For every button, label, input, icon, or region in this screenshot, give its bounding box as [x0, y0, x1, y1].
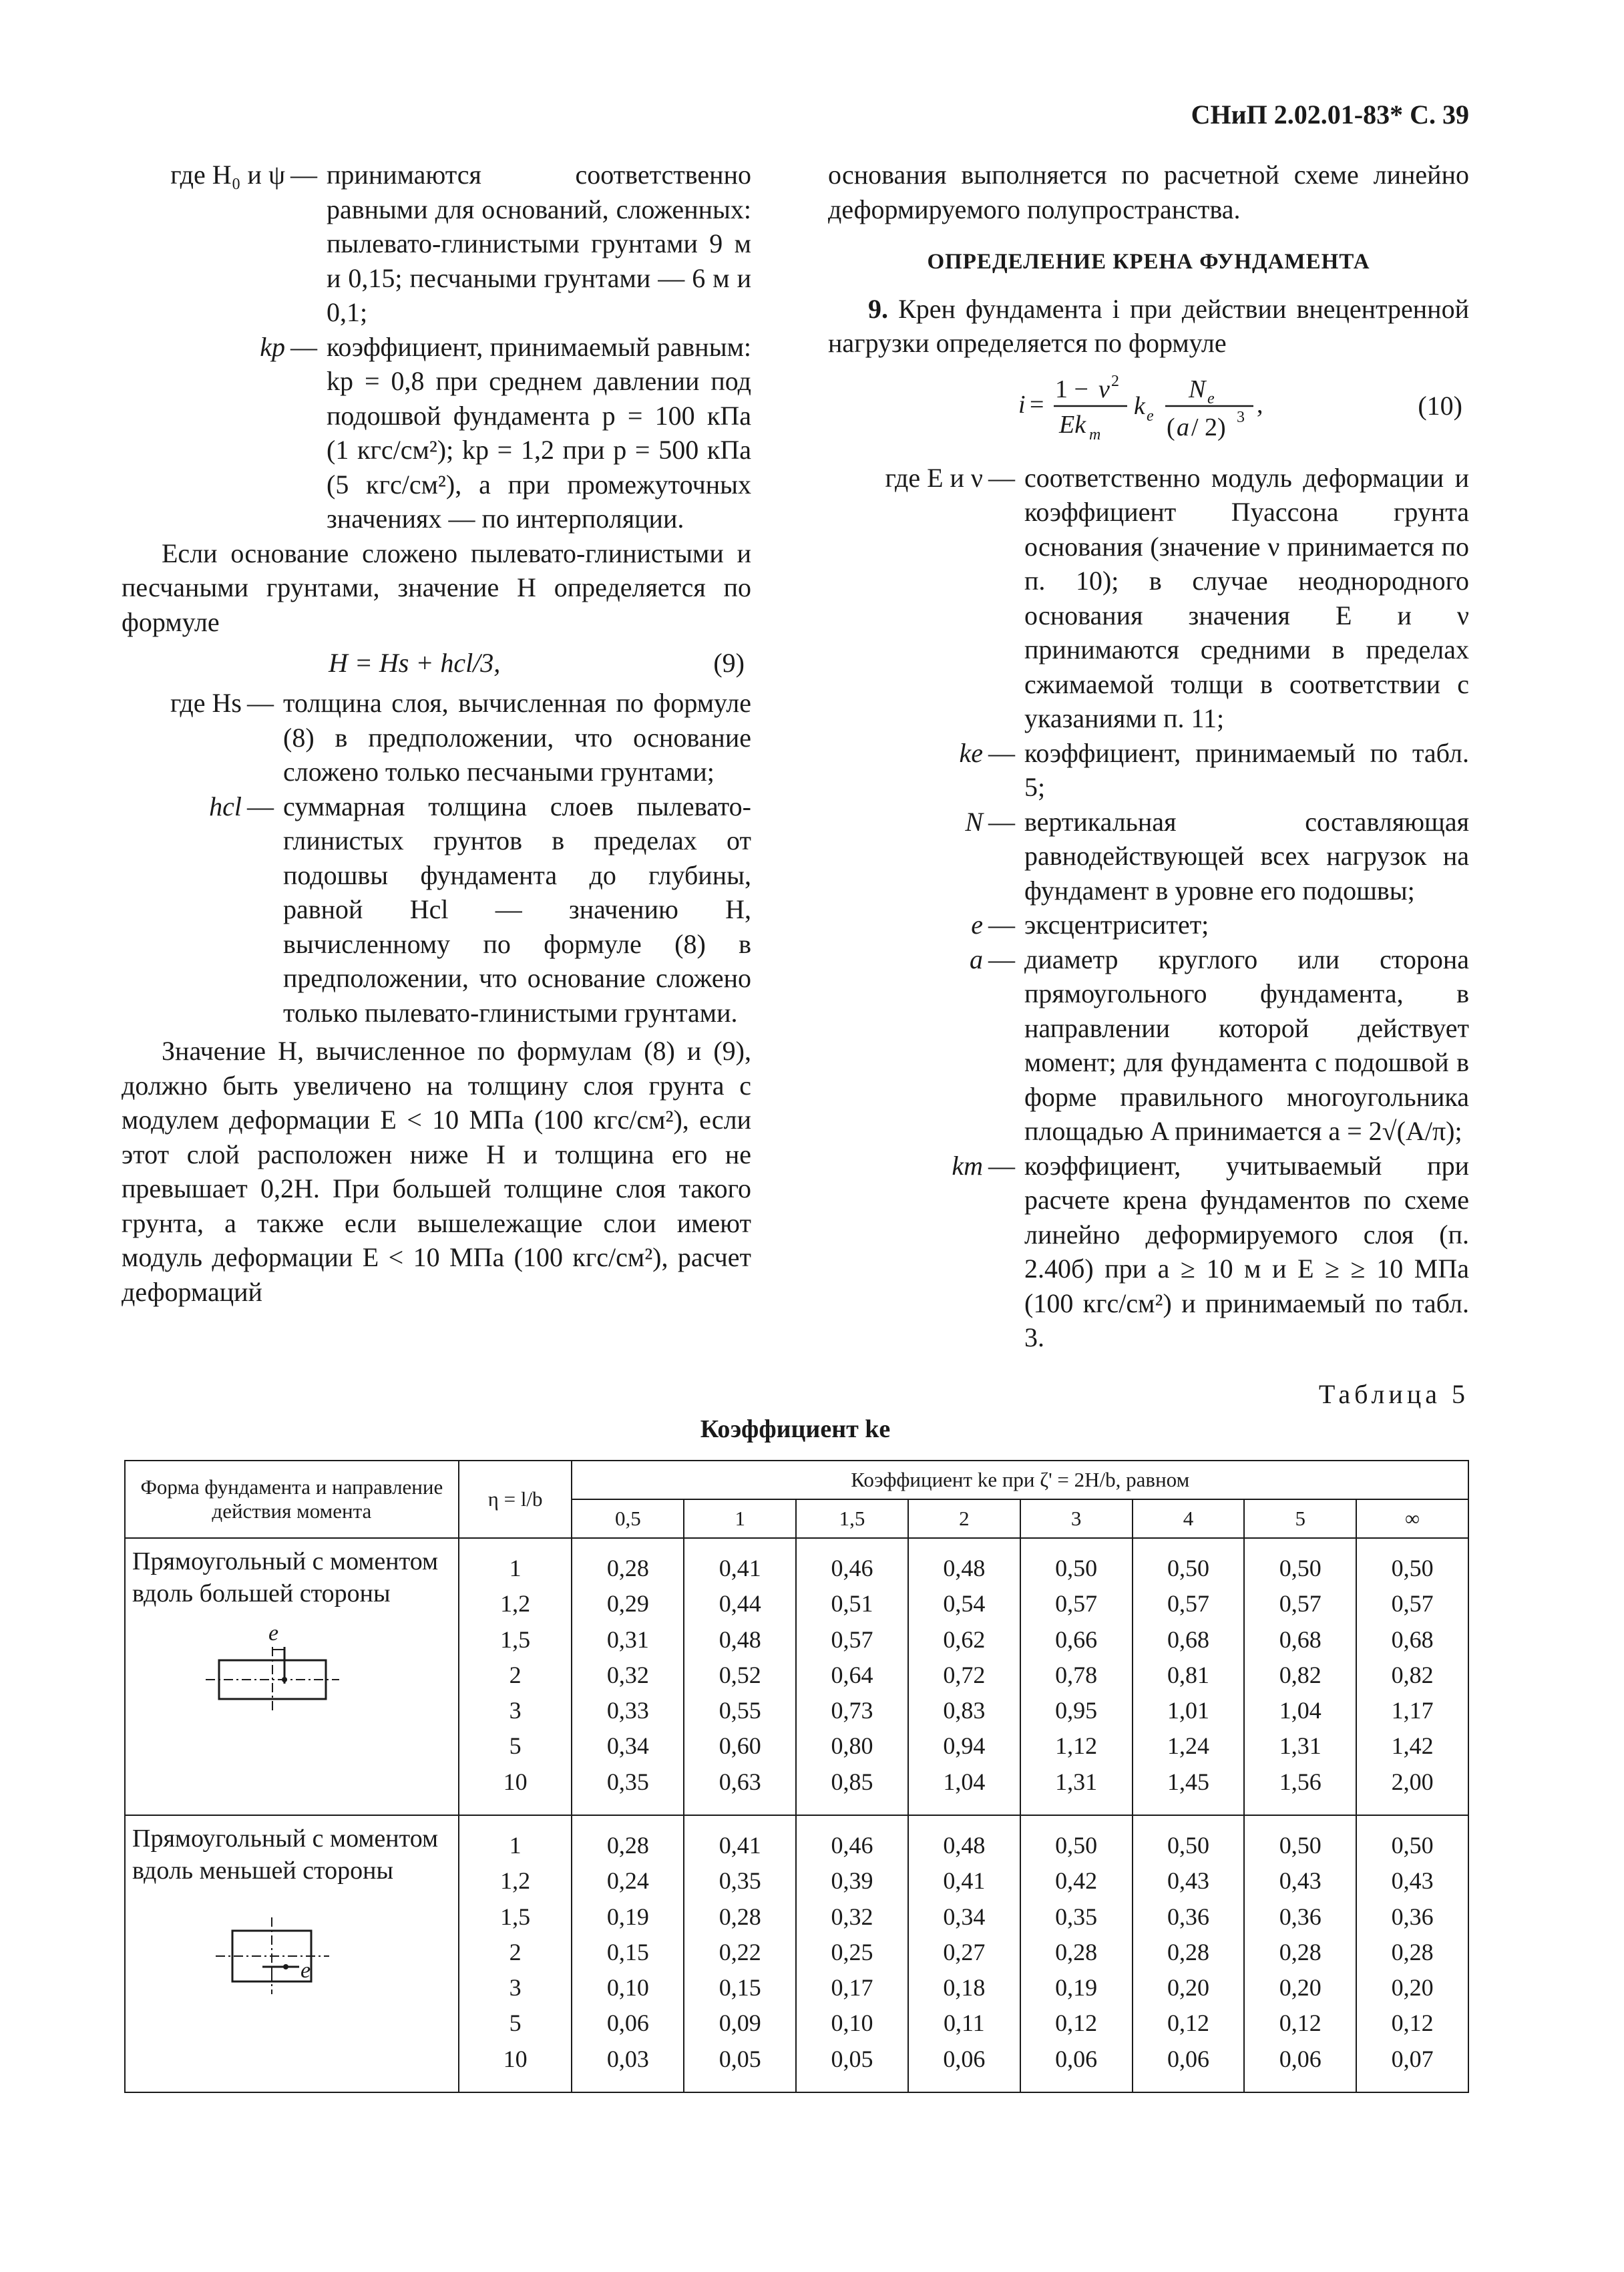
zeta-header: 2: [908, 1499, 1020, 1538]
svg-text:e: e: [1147, 407, 1154, 425]
svg-text:a: a: [1177, 413, 1189, 441]
table-value: 1,01: [1167, 1697, 1209, 1724]
svg-text:=: =: [1030, 390, 1044, 419]
paragraph: основания выполняется по расчетной схеме линейно деформируемого полупространства.: [828, 160, 1469, 224]
table-value: 0,62: [943, 1626, 986, 1653]
table-value: 0,42: [1055, 1867, 1098, 1895]
eta-cell: [459, 1538, 572, 1815]
table-value: 1: [509, 1832, 522, 1859]
table-value: 1,24: [1167, 1732, 1209, 1760]
table-value: 1,42: [1391, 1732, 1434, 1760]
table-value: 1: [509, 1555, 522, 1581]
value-cell: [796, 1815, 908, 2092]
table-value: 0,50: [1279, 1832, 1322, 1859]
table-value: 1,12: [1055, 1732, 1098, 1760]
left-column: [122, 158, 751, 1309]
definition-symbol: kp: [260, 331, 285, 362]
table-value: 0,68: [1391, 1626, 1434, 1653]
table-value: 5: [509, 1732, 522, 1760]
table-value: 0,06: [943, 2045, 986, 2072]
svg-text:i: i: [1018, 390, 1026, 419]
definition-text: суммарная толщина слоев пылевато-глинистых грунтов в пределах от подошвы фундамента до глубины, равной Hcl — значению H, вычисленному по формуле (8) в предположении, что основание сложено только пылевато-глинистыми грунтами.: [283, 791, 751, 1028]
table-value: 0,46: [831, 1832, 873, 1859]
table-value: 0,28: [1055, 1938, 1098, 1965]
table-value: 3: [509, 1974, 522, 2002]
table-value: 0,06: [1167, 2045, 1209, 2072]
table-row: [125, 1538, 1468, 1815]
table-value: 0,29: [606, 1590, 649, 1618]
table-value: 2: [509, 1661, 522, 1688]
table-value: 0,68: [1167, 1626, 1209, 1653]
definition-text: коэффициент, учитываемый при расчете крена фундаментов по схеме линейно деформируемого слоя (п. 2.40б) при a ≥ 10 м и E ≥ ≥ 10 МПа (100 кгс/см²) и принимаемый по табл. 3.: [1024, 1150, 1469, 1352]
table-value: 0,27: [943, 1938, 986, 1965]
table-value: 0,19: [606, 1903, 649, 1930]
table-value: 0,78: [1055, 1661, 1098, 1688]
table-value: 2: [509, 1938, 522, 1965]
dash: —: [988, 910, 1015, 940]
table-value: 0,48: [943, 1832, 986, 1859]
table-value: 0,48: [719, 1626, 761, 1653]
table-value: 0,11: [943, 2010, 985, 2037]
definition-km: [828, 1149, 1469, 1355]
zeta-header: ∞: [1356, 1499, 1468, 1538]
table-value: 0,10: [831, 2010, 873, 2037]
coefficient-table: [124, 1460, 1469, 2093]
table-value: 0,68: [1279, 1626, 1322, 1653]
value-cell: [1356, 1815, 1468, 2092]
table-value: 0,34: [943, 1903, 986, 1930]
value-cell: [1020, 1538, 1133, 1815]
table-value: 0,52: [719, 1661, 761, 1688]
table-value: 1,5: [500, 1626, 531, 1653]
table-value: 0,18: [943, 1974, 986, 2002]
value-cell: [1244, 1538, 1356, 1815]
table-value: 1,31: [1055, 1768, 1098, 1795]
foundation-diagram-short-side: [199, 1897, 346, 1998]
svg-text:ν: ν: [1098, 375, 1110, 403]
table-value: 0,72: [943, 1661, 986, 1688]
table-value: 0,80: [831, 1732, 873, 1760]
table-value: 0,28: [1167, 1938, 1209, 1965]
svg-text:e: e: [1207, 389, 1215, 407]
definition-symbol: km: [952, 1150, 983, 1181]
definition-symbol: где E и ν: [885, 462, 983, 493]
table-value: 0,07: [1391, 2045, 1434, 2072]
table-value: 0,57: [831, 1626, 873, 1653]
table-value: 0,12: [1055, 2010, 1098, 2037]
page-header: СНиП 2.02.01-83* С. 39: [1191, 100, 1469, 130]
shape-cell: [125, 1815, 459, 2092]
svg-text:N: N: [1189, 375, 1206, 403]
table-value: 0,35: [606, 1768, 649, 1795]
table-value: 1,04: [1279, 1697, 1322, 1724]
table-value: 0,28: [1391, 1938, 1434, 1965]
definition-n: [828, 805, 1469, 908]
definition-ke: [828, 736, 1469, 805]
table-value: 1,2: [500, 1590, 531, 1618]
table-value: 2,00: [1391, 1768, 1434, 1795]
svg-text:3: 3: [1237, 408, 1245, 426]
table-value: 0,54: [943, 1590, 986, 1618]
definition-kp: [122, 330, 751, 536]
value-cell: [572, 1538, 684, 1815]
definition-e-nu: [828, 461, 1469, 736]
definition-symbol: hcl: [209, 791, 242, 821]
table-value: 0,73: [831, 1697, 873, 1724]
formula-text: H = Hs + hcl/3,: [329, 648, 501, 678]
table-value: 5: [509, 2010, 522, 2037]
value-cell: [684, 1815, 796, 2092]
value-cell: [908, 1538, 1020, 1815]
table-value: 0,24: [606, 1867, 649, 1895]
zeta-header: 4: [1133, 1499, 1245, 1538]
header-coefficient: Коэффициент ke при ζ' = 2H/b, равном: [572, 1461, 1468, 1499]
value-cell: [796, 1538, 908, 1815]
table-value: 0,12: [1391, 2010, 1434, 2037]
table-value: 0,50: [1279, 1555, 1322, 1581]
table-value: 0,32: [606, 1661, 649, 1688]
definition-text: коэффициент, принимаемый по табл. 5;: [1024, 737, 1469, 802]
foundation-diagram-long-side: [199, 1620, 346, 1720]
definition-symbol: где H₀ и ψ: [170, 160, 285, 190]
table-value: 1,17: [1391, 1697, 1434, 1724]
zeta-header: 0,5: [572, 1499, 684, 1538]
value-cell: [1133, 1815, 1245, 2092]
svg-text:Ek: Ek: [1059, 410, 1086, 439]
dash: —: [988, 944, 1015, 974]
definition-symbol: e: [971, 910, 983, 940]
table-value: 0,50: [1055, 1555, 1098, 1581]
formula-10: [828, 361, 1469, 461]
table-value: 0,28: [1279, 1938, 1322, 1965]
table-value: 0,10: [606, 1974, 649, 2002]
table-value: 0,48: [943, 1555, 986, 1581]
table-value: 0,50: [1167, 1832, 1209, 1859]
table-value: 0,03: [606, 2045, 649, 2072]
definition-text: эксцентриситет;: [1024, 910, 1209, 940]
table-value: 0,41: [943, 1867, 986, 1895]
svg-text:/ 2): / 2): [1191, 413, 1226, 441]
table-value: 0,35: [1055, 1903, 1098, 1930]
dash: —: [988, 462, 1015, 493]
table-value: 0,28: [719, 1903, 761, 1930]
header-eta: η = l/b: [459, 1461, 572, 1538]
table-value: 0,66: [1055, 1626, 1098, 1653]
definition-a: [828, 942, 1469, 1149]
shape-cell: [125, 1538, 459, 1815]
definition-symbol: ke: [959, 737, 983, 768]
table-value: 0,50: [1167, 1555, 1209, 1581]
table-value: 0,81: [1167, 1661, 1209, 1688]
table-value: 0,19: [1055, 1974, 1098, 2002]
table-value: 0,43: [1391, 1867, 1434, 1895]
formula-9: [122, 639, 751, 686]
table-value: 1,45: [1167, 1768, 1209, 1795]
table-value: 1,5: [500, 1903, 531, 1930]
table-value: 0,55: [719, 1697, 761, 1724]
value-cell: [1244, 1815, 1356, 2092]
table-value: 0,83: [943, 1697, 986, 1724]
table-value: 0,22: [719, 1938, 761, 1965]
definition-text: коэффициент, принимаемый равным: kp = 0,8 при среднем давлении под подошвой фундамента p = 100 кПа (1 кгс/см²); kp = 1,2 при p = 500 кПа (5 кгс/см²), а при промежуточных значениях — по интерполяции.: [327, 331, 751, 534]
shape-label: Прямоугольный с моментом вдоль большей стороны: [132, 1547, 439, 1607]
definition-hs: [122, 686, 751, 789]
table-value: 0,57: [1055, 1590, 1098, 1618]
zeta-header: 3: [1020, 1499, 1133, 1538]
definition-text: вертикальная составляющая равнодействующей всех нагрузок на фундамент в уровне его подошвы;: [1024, 806, 1469, 906]
formula-10-graphic: [828, 361, 1469, 461]
table-value: 0,51: [831, 1590, 873, 1618]
formula-number: (10): [1418, 390, 1462, 421]
zeta-header: 1,5: [796, 1499, 908, 1538]
table-value: 0,63: [719, 1768, 761, 1795]
dash: —: [290, 160, 317, 190]
table-value: 0,35: [719, 1867, 761, 1895]
table-value: 0,46: [831, 1555, 873, 1581]
table-value: 0,34: [606, 1732, 649, 1760]
svg-text:m: m: [1089, 425, 1101, 443]
paragraph: Если основание сложено пылевато-глинистыми и песчаными грунтами, значение H определяется по формуле: [122, 538, 751, 637]
shape-label: Прямоугольный с моментом вдоль меньшей стороны: [132, 1825, 439, 1885]
table-value: 0,05: [719, 2045, 761, 2072]
table-value: 3: [509, 1697, 522, 1724]
table-value: 0,06: [1055, 2045, 1098, 2072]
table-value: 0,82: [1279, 1661, 1322, 1688]
table-value: 0,44: [719, 1590, 761, 1618]
definition-symbol: a: [970, 944, 983, 974]
table-value: 0,36: [1167, 1903, 1209, 1930]
definition-text: диаметр круглого или сторона прямоугольного фундамента, в направлении которой действует момент; для фундамента с подошвой в форме правильного многоугольника площадью A принимается a = 2√(A/π);: [1024, 944, 1469, 1146]
table-value: 0,28: [606, 1555, 649, 1581]
table-value: 0,06: [1279, 2045, 1322, 2072]
table-value: 10: [503, 2045, 528, 2072]
paragraph-text: Крен фундамента i при действии внецентренной нагрузки определяется по формуле: [828, 293, 1469, 358]
svg-text:1 −: 1 −: [1055, 375, 1088, 403]
table-value: 0,43: [1167, 1867, 1209, 1895]
svg-text:,: ,: [1257, 390, 1263, 419]
table-value: 0,60: [719, 1732, 761, 1760]
table-value: 0,31: [606, 1626, 649, 1653]
table-value: 0,43: [1279, 1867, 1322, 1895]
dash: —: [988, 737, 1015, 768]
dash: —: [290, 331, 317, 362]
dash: —: [247, 791, 274, 821]
table-value: 0,57: [1167, 1590, 1209, 1618]
table-value: 0,41: [719, 1832, 761, 1859]
table-value: 0,95: [1055, 1697, 1098, 1724]
eccentricity-label: e: [300, 1958, 311, 1983]
section-title: ОПРЕДЕЛЕНИЕ КРЕНА ФУНДАМЕНТА: [927, 250, 1370, 274]
value-cell: [908, 1815, 1020, 2092]
svg-text:k: k: [1134, 391, 1145, 420]
table-value: 0,82: [1391, 1661, 1434, 1688]
table-value: 10: [503, 1768, 528, 1795]
formula-number: (9): [713, 648, 745, 678]
header-shape: Форма фундамента и направление действия момента: [125, 1461, 459, 1538]
definition-symbol: N: [965, 806, 983, 837]
table-value: 0,50: [1055, 1832, 1098, 1859]
table-value: 0,15: [606, 1938, 649, 1965]
table-value: 0,12: [1167, 2010, 1209, 2037]
table-value: 0,20: [1167, 1974, 1209, 2002]
table-value: 0,17: [831, 1974, 873, 2002]
value-cell: [1356, 1538, 1468, 1815]
value-cell: [572, 1815, 684, 2092]
table-value: 0,57: [1391, 1590, 1434, 1618]
value-cell: [1133, 1538, 1245, 1815]
table-value: 0,12: [1279, 2010, 1322, 2037]
value-cell: [1020, 1815, 1133, 2092]
table-value: 1,56: [1279, 1768, 1322, 1795]
table-value: 0,06: [606, 2010, 649, 2037]
dash: —: [988, 1150, 1015, 1181]
table-title: Коэффициент ke: [700, 1415, 891, 1443]
svg-text:(: (: [1167, 413, 1175, 441]
paragraph-9: [828, 292, 1469, 361]
definition-h0-psi: [122, 158, 751, 330]
eccentricity-label: e: [268, 1621, 279, 1646]
table-value: 0,32: [831, 1903, 873, 1930]
table-value: 1,2: [500, 1867, 531, 1895]
paragraph-number: 9.: [868, 293, 888, 324]
dash: —: [988, 806, 1015, 837]
definition-e: [828, 908, 1469, 942]
table-value: 0,33: [606, 1697, 649, 1724]
table-value: 1,04: [943, 1768, 986, 1795]
definition-text: толщина слоя, вычисленная по формуле (8) в предположении, что основание сложено только песчаными грунтами;: [283, 688, 751, 787]
table-value: 0,25: [831, 1938, 873, 1965]
table-value: 0,20: [1391, 1974, 1434, 2002]
paragraph: Значение H, вычисленное по формулам (8) и (9), должно быть увеличено на толщину слоя грунта с модулем деформации E < 10 МПа (100 кгс/см²), если этот слой расположен ниже H и толщина его не превышает 0,2H. При большей толщине слоя такого грунта, а также если вышележащие слои имеют модуль деформации E < 10 МПа (100 кгс/см²), расчет деформаций: [122, 1036, 751, 1307]
table-value: 0,36: [1279, 1903, 1322, 1930]
table-value: 0,28: [606, 1832, 649, 1859]
table-value: 0,36: [1391, 1903, 1434, 1930]
table-value: 0,09: [719, 2010, 761, 2037]
table-value: 0,64: [831, 1661, 873, 1688]
definition-symbol: где Hs: [170, 688, 242, 718]
table-value: 0,94: [943, 1732, 986, 1760]
dash: —: [247, 688, 274, 718]
right-column: [828, 158, 1469, 1355]
eta-cell: [459, 1815, 572, 2092]
table-value: 0,57: [1279, 1590, 1322, 1618]
table-row: [125, 1815, 1468, 2092]
zeta-header: 5: [1244, 1499, 1356, 1538]
table-value: 0,50: [1391, 1832, 1434, 1859]
definition-text: принимаются соответственно равными для оснований, сложенных: пылевато-глинистыми грунтами 9 м и 0,15; песчаными грунтами — 6 м и 0,1;: [327, 160, 751, 327]
table-value: 0,50: [1391, 1555, 1434, 1581]
table-value: 1,31: [1279, 1732, 1322, 1760]
table-value: 0,85: [831, 1768, 873, 1795]
svg-text:2: 2: [1111, 372, 1119, 390]
table-value: 0,20: [1279, 1974, 1322, 2002]
zeta-header: 1: [684, 1499, 796, 1538]
table-value: 0,15: [719, 1974, 761, 2002]
table-value: 0,39: [831, 1867, 873, 1895]
table-caption: Таблица 5: [1318, 1379, 1469, 1409]
table-value: 0,41: [719, 1555, 761, 1581]
value-cell: [684, 1538, 796, 1815]
table-value: 0,05: [831, 2045, 873, 2072]
definition-text: соответственно модуль деформации и коэффициент Пуассона грунта основания (значение ν принимается по п. 10); в случае неоднородного основания значения E и ν принимаются средними в пределах сжимаемой толщи в соответствии с указаниями п. 11;: [1024, 462, 1469, 733]
definition-hcl: [122, 789, 751, 1030]
